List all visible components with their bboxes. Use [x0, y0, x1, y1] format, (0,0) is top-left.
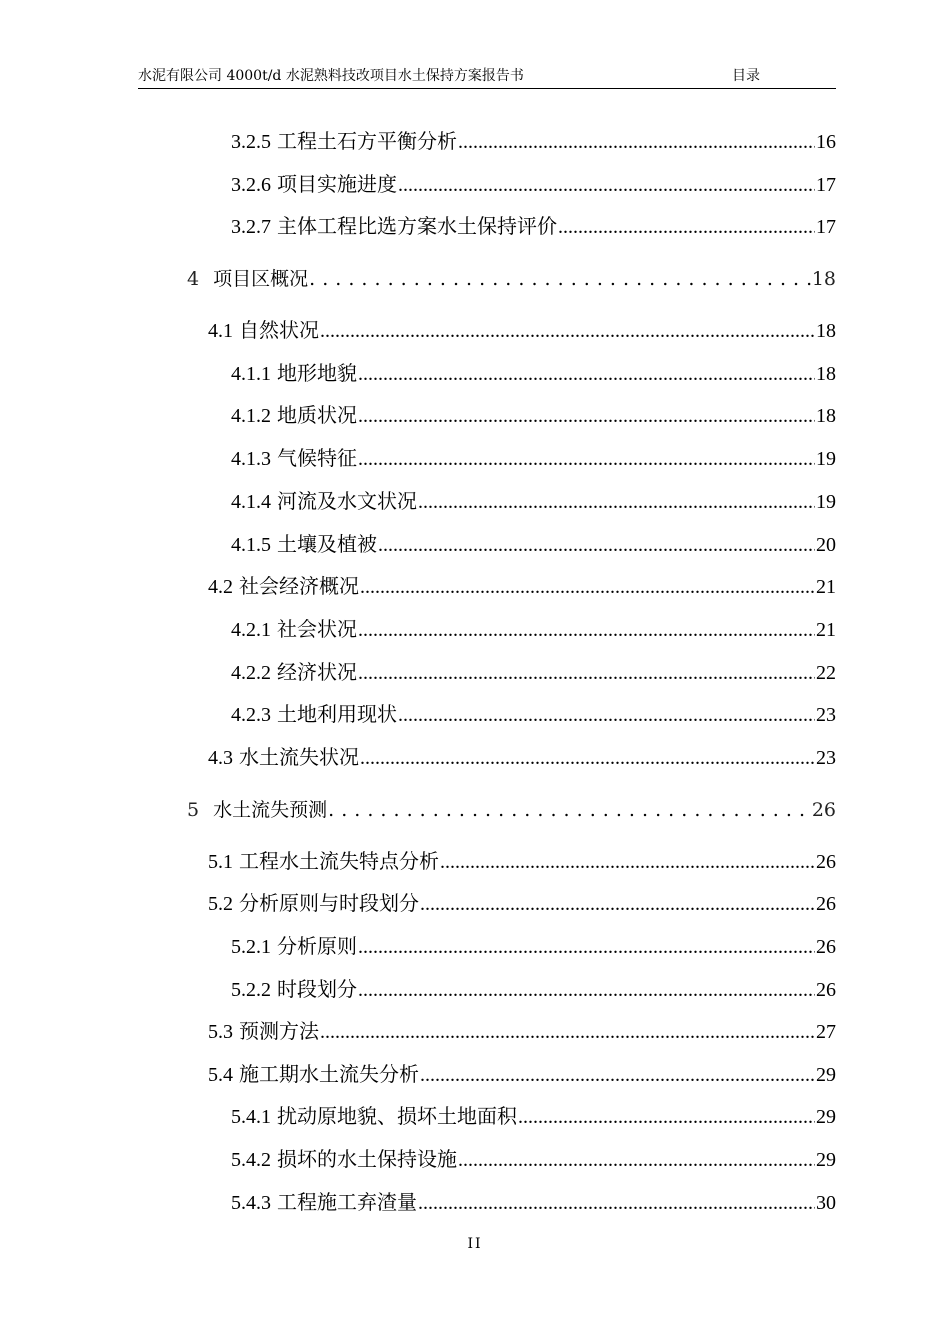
- toc-entry-page: 26: [816, 979, 836, 1001]
- toc-entry-page: 29: [816, 1149, 836, 1171]
- toc-entry-page: 21: [816, 576, 836, 598]
- dot-leader: [378, 530, 815, 560]
- toc-entry-number: 4.2.2: [231, 662, 271, 684]
- toc-entry-page: 18: [816, 405, 836, 427]
- dot-leader: [458, 127, 815, 157]
- toc-entry-page: 30: [816, 1192, 836, 1214]
- toc-entry[interactable]: [231, 975, 836, 1005]
- dot-leader: [358, 359, 815, 389]
- toc-entry-title: 工程土石方平衡分析: [277, 131, 457, 153]
- toc-entry[interactable]: [231, 700, 836, 730]
- toc-entry-number: 5: [187, 799, 200, 821]
- dot-leader: [360, 743, 815, 773]
- toc-entry-page: 29: [816, 1106, 836, 1128]
- dot-leader: [420, 889, 815, 919]
- toc-entry-number: 4: [187, 268, 200, 290]
- toc-entry-title: 水土流失预测: [213, 799, 328, 821]
- toc-entry[interactable]: [231, 401, 836, 431]
- toc-entry[interactable]: [208, 847, 836, 877]
- toc-entry-page: 26: [816, 893, 836, 915]
- toc-entry-title: 自然状况: [239, 320, 319, 342]
- toc-entry-title: 地质状况: [277, 405, 357, 427]
- toc-entry-number: 4.2.3: [231, 704, 271, 726]
- toc-entry-number: 4.3: [208, 747, 233, 769]
- toc-entry[interactable]: [231, 530, 836, 560]
- toc-entry[interactable]: [231, 212, 836, 242]
- toc-entry[interactable]: [231, 487, 836, 517]
- toc-entry-number: 4.1: [208, 320, 233, 342]
- toc-entry[interactable]: [208, 1017, 836, 1047]
- toc-entry-number: 4.1.4: [231, 491, 271, 513]
- toc-entry-title: 地形地貌: [277, 363, 357, 385]
- toc-entry-number: 4.1.1: [231, 363, 271, 385]
- toc-entry-title: 分析原则与时段划分: [239, 893, 419, 915]
- toc-entry-page: 26: [816, 851, 836, 873]
- toc-entry-page: 26: [816, 936, 836, 958]
- toc-entry-page: 27: [816, 1021, 836, 1043]
- toc-entry-number: 4.1.2: [231, 405, 271, 427]
- toc-entry-title: 工程施工弃渣量: [277, 1192, 417, 1214]
- toc-entry-number: 5.2.2: [231, 979, 271, 1001]
- dot-leader: [558, 212, 815, 242]
- toc-entry-number: 4.1.5: [231, 534, 271, 556]
- toc-entry[interactable]: [208, 743, 836, 773]
- toc-entry-title: 主体工程比选方案水土保持评价: [277, 216, 557, 238]
- dot-leader: [440, 847, 815, 877]
- toc-entry-title: 项目实施进度: [277, 174, 397, 196]
- dot-leader: [309, 264, 811, 294]
- dot-leader: [398, 700, 815, 730]
- toc-entry-title: 经济状况: [277, 662, 357, 684]
- toc-entry-title: 土壤及植被: [277, 534, 377, 556]
- toc-entry[interactable]: [231, 170, 836, 200]
- toc-entry-number: 5.4: [208, 1064, 233, 1086]
- toc-entry-page: 18: [811, 268, 836, 290]
- toc-entry[interactable]: [231, 658, 836, 688]
- dot-leader: [518, 1102, 815, 1132]
- toc-entry-title: 项目区概况: [213, 268, 309, 290]
- toc-entry-number: 5.3: [208, 1021, 233, 1043]
- dot-leader: [358, 615, 815, 645]
- toc-entry-number: 3.2.5: [231, 131, 271, 153]
- toc-entry-number: 4.2.1: [231, 619, 271, 641]
- toc-entry[interactable]: [231, 1188, 836, 1218]
- toc-entry[interactable]: [231, 127, 836, 157]
- dot-leader: [398, 170, 815, 200]
- toc-entry[interactable]: [208, 1060, 836, 1090]
- toc-entry[interactable]: [231, 444, 836, 474]
- toc-entry-page: 20: [816, 534, 836, 556]
- toc-entry-page: 17: [816, 216, 836, 238]
- toc-entry-page: 22: [816, 662, 836, 684]
- toc-entry-title: 水土流失状况: [239, 747, 359, 769]
- toc-entry[interactable]: [231, 1102, 836, 1132]
- dot-leader: [418, 487, 815, 517]
- toc-entry-page: 29: [816, 1064, 836, 1086]
- document-title: 水泥有限公司 4000t/d 水泥熟料技改项目水土保持方案报告书: [138, 68, 524, 84]
- toc-entry-page: 23: [816, 704, 836, 726]
- page-header: [138, 66, 836, 89]
- toc-entry-page: 23: [816, 747, 836, 769]
- toc-entry-page: 19: [816, 448, 836, 470]
- toc-entry-title: 社会状况: [277, 619, 357, 641]
- dot-leader: [358, 444, 815, 474]
- toc-entry-title: 社会经济概况: [239, 576, 359, 598]
- toc-entry-title: 预测方法: [239, 1021, 319, 1043]
- toc-entry-title: 河流及水文状况: [277, 491, 417, 513]
- dot-leader: [418, 1188, 815, 1218]
- toc-entry-page: 21: [816, 619, 836, 641]
- dot-leader: [358, 658, 815, 688]
- dot-leader: [458, 1145, 815, 1175]
- page-number: II: [467, 1236, 483, 1252]
- toc-entry-title: 损坏的水土保持设施: [277, 1149, 457, 1171]
- toc-entry[interactable]: [208, 889, 836, 919]
- toc-entry-title: 气候特征: [277, 448, 357, 470]
- dot-leader: [360, 572, 815, 602]
- toc-entry[interactable]: [231, 1145, 836, 1175]
- toc-entry-title: 扰动原地貌、损坏土地面积: [277, 1106, 517, 1128]
- toc-entry-number: 4.2: [208, 576, 233, 598]
- toc-entry-title: 土地利用现状: [277, 704, 397, 726]
- toc-entry[interactable]: [187, 795, 836, 825]
- toc-entry-title: 时段划分: [277, 979, 357, 1001]
- toc-entry-page: 18: [816, 363, 836, 385]
- toc-entry-page: 16: [816, 131, 836, 153]
- toc-entry-page: 17: [816, 174, 836, 196]
- toc-entry[interactable]: [231, 359, 836, 389]
- toc-entry[interactable]: [208, 572, 836, 602]
- dot-leader: [358, 932, 815, 962]
- toc-entry[interactable]: [208, 316, 836, 346]
- toc-entry-page: 19: [816, 491, 836, 513]
- dot-leader: [328, 795, 811, 825]
- toc-entry[interactable]: [187, 264, 836, 294]
- toc-entry-page: 18: [816, 320, 836, 342]
- toc-entry-number: 5.4.2: [231, 1149, 271, 1171]
- dot-leader: [420, 1060, 815, 1090]
- dot-leader: [358, 401, 815, 431]
- toc-entry-title: 施工期水土流失分析: [239, 1064, 419, 1086]
- toc-entry-number: 5.4.3: [231, 1192, 271, 1214]
- dot-leader: [358, 975, 815, 1005]
- dot-leader: [320, 1017, 815, 1047]
- toc-entry-number: 5.2: [208, 893, 233, 915]
- toc-entry[interactable]: [231, 615, 836, 645]
- toc-entry-number: 5.4.1: [231, 1106, 271, 1128]
- dot-leader: [320, 316, 815, 346]
- toc-entry-number: 3.2.6: [231, 174, 271, 196]
- toc-entry-title: 分析原则: [277, 936, 357, 958]
- section-label: 目录: [732, 68, 760, 84]
- toc-entry-number: 3.2.7: [231, 216, 271, 238]
- toc-entry-number: 5.2.1: [231, 936, 271, 958]
- toc-entry[interactable]: [231, 932, 836, 962]
- toc-entry-number: 4.1.3: [231, 448, 271, 470]
- toc-entry-number: 5.1: [208, 851, 233, 873]
- toc-entry-title: 工程水土流失特点分析: [239, 851, 439, 873]
- toc-entry-page: 26: [811, 799, 836, 821]
